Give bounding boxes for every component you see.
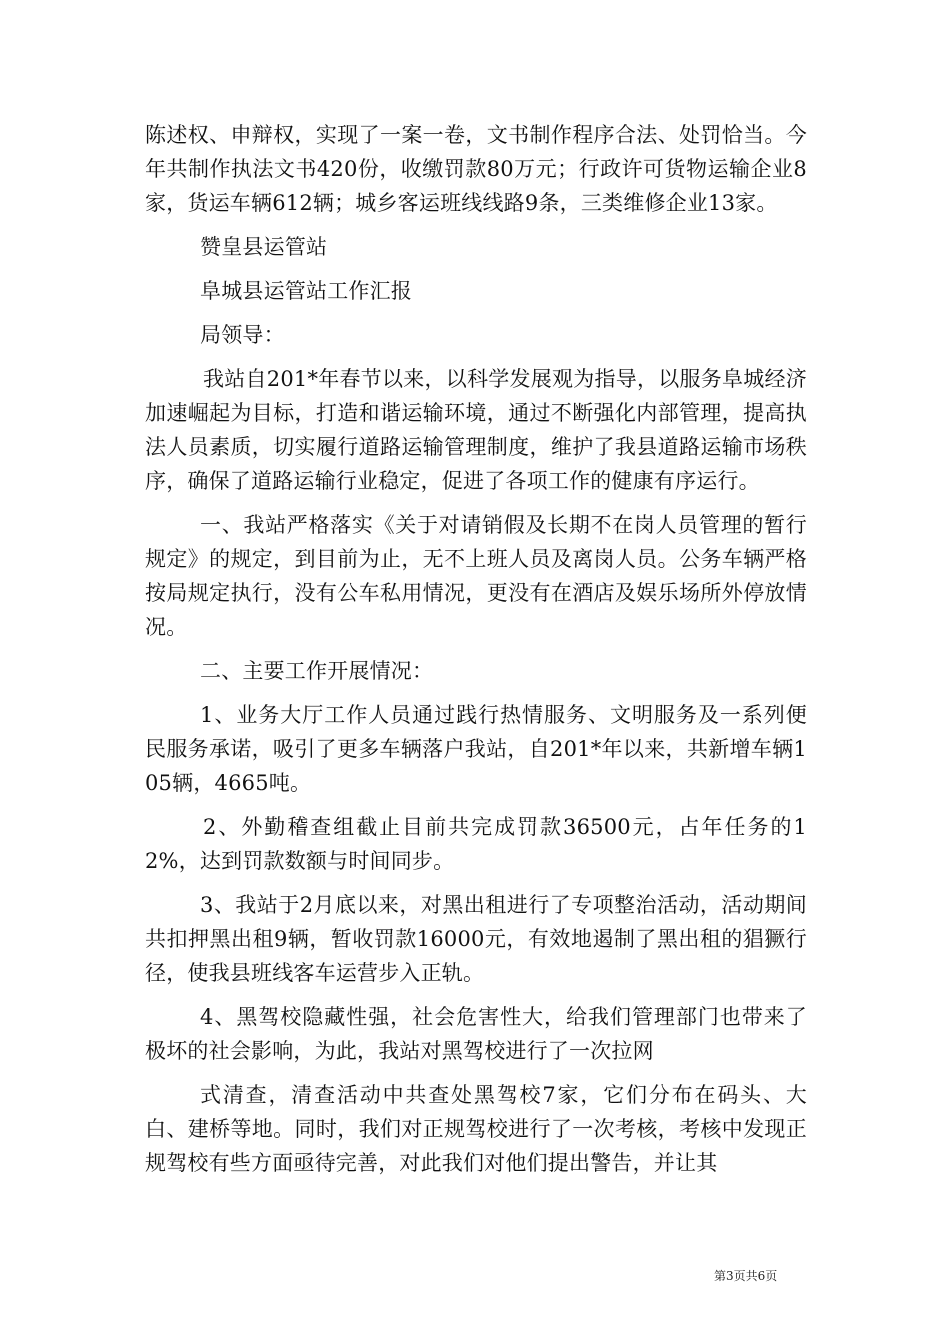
paragraph-9: 2、外勤稽查组截止目前共完成罚款36500元，占年任务的12%，达到罚款数额与时间同步。 — [145, 815, 807, 873]
paragraph-6: 一、我站严格落实《关于对请销假及长期不在岗人员管理的暂行规定》的规定，到目前为止，无不上班人员及离岗人员。公务车辆严格按局规定执行，没有公车私用情况，更没有在酒店及娱乐场所外停放情况。 — [145, 513, 807, 639]
paragraph-4: 局领导： — [200, 323, 285, 347]
paragraph-12: 式清查，清查活动中共查处黑驾校7家，它们分布在码头、大白、建桥等地。同时，我们对正规驾校进行了一次考核，考核中发现正规驾校有些方面亟待完善，对此我们对他们提出警告，并让其 — [145, 1083, 807, 1175]
paragraph-3: 阜城县运管站工作汇报 — [200, 279, 412, 303]
paragraph-11: 4、黑驾校隐藏性强，社会危害性大，给我们管理部门也带来了极坏的社会影响，为此，我站对黑驾校进行了一次拉网 — [145, 1005, 807, 1063]
paragraph-1: 陈述权、申辩权，实现了一案一卷，文书制作程序合法、处罚恰当。今年共制作执法文书420份，收缴罚款80万元；行政许可货物运输企业8家，货运车辆612辆；城乡客运班线线路9条，三类维修企业13家。 — [145, 123, 807, 215]
document-body — [145, 118, 807, 1180]
paragraph-8: 1、业务大厅工作人员通过践行热情服务、文明服务及一系列便民服务承诺，吸引了更多车辆落户我站，自201*年以来，共新增车辆105辆，4665吨。 — [145, 703, 807, 795]
paragraph-10: 3、我站于2月底以来，对黑出租进行了专项整治活动，活动期间共扣押黑出租9辆，暂收罚款16000元，有效地遏制了黑出租的猖獗行径，使我县班线客车运营步入正轨。 — [145, 893, 807, 985]
paragraph-7: 二、主要工作开展情况： — [200, 659, 434, 683]
paragraph-2: 赞皇县运管站 — [200, 235, 328, 259]
page-number-footer: 第3页共6页 — [714, 1269, 778, 1283]
paragraph-5: 我站自201*年春节以来，以科学发展观为指导，以服务阜城经济加速崛起为目标，打造和谐运输环境，通过不断强化内部管理，提高执法人员素质，切实履行道路运输管理制度，维护了我县道路运输市场秩序，确保了道路运输行业稳定，促进了各项工作的健康有序运行。 — [145, 367, 807, 493]
